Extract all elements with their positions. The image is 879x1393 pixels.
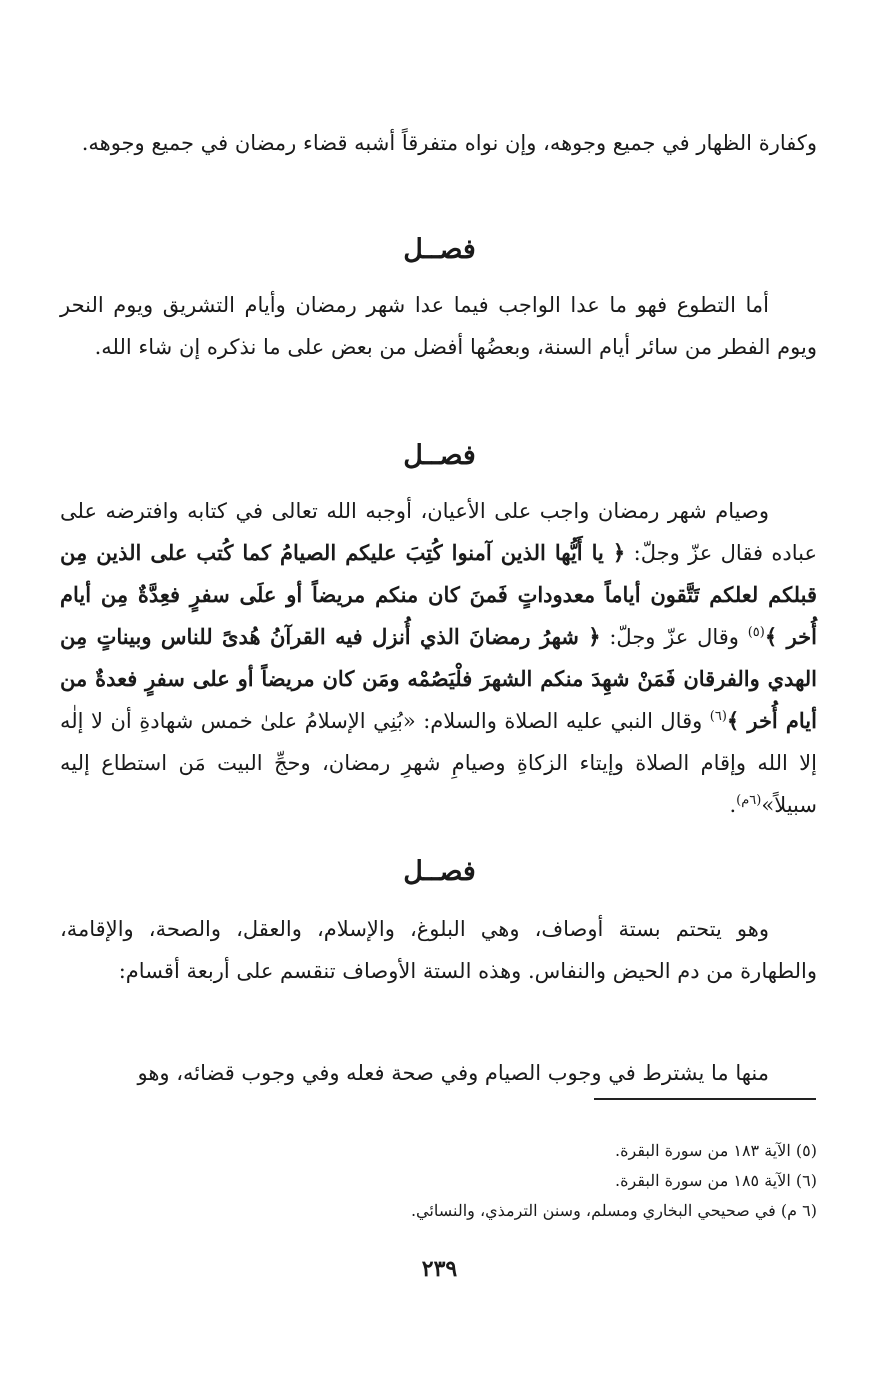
text-run: وقال النبي عليه الصلاة والسلام: «بُنِي الإسلامُ علىٰ خمس شهادةِ أن لا إلٰه إلا الله وإقام الصلاة وإيتاء الزكاةِ وصيامِ شهرِ رمضان، وحجِّ البيت مَن استطاع إليه سبيلاً» xyxy=(60,709,817,817)
paragraph-conditions xyxy=(60,908,817,992)
footnote-ref: (٦) xyxy=(709,709,727,724)
footnote-ref: (٥) xyxy=(747,625,765,640)
footnote-ref: (٦م) xyxy=(736,793,762,808)
footnotes xyxy=(60,1136,817,1226)
paragraph-text: منها ما يشترط في وجوب الصيام وفي صحة فعله وفي وجوب قضائه، وهو xyxy=(137,1061,769,1085)
paragraph-tatawwu xyxy=(60,284,817,368)
paragraph-text: وكفارة الظهار في جميع وجوهه، وإن نواه متفرقاً أشبه قضاء رمضان في جميع وجوهه. xyxy=(81,131,817,155)
footnote-6m: (٦ م) في صحيحي البخاري ومسلم، وسنن الترمذي، والنسائي. xyxy=(410,1201,817,1220)
section-heading-1: فصــل xyxy=(403,234,476,265)
footnote-6: (٦) الآية ١٨٥ من سورة البقرة. xyxy=(615,1171,817,1190)
paragraph-text: وهو يتحتم بستة أوصاف، وهي البلوغ، والإسلام، والعقل، والصحة، والإقامة، والطهارة من دم الحيض والنفاس. وهذه الستة الأوصاف تنقسم على أربعة أقسام: xyxy=(60,917,817,983)
text-run: وقال عزّ وجلّ: xyxy=(600,625,748,649)
footnote-5: (٥) الآية ١٨٣ من سورة البقرة. xyxy=(615,1141,817,1160)
quran-verse: ﴿ يا أَيُّها الذين آمنوا كُتِبَ عليكم الصيامُ كما كُتب على الذين مِن قبلكم لعلكم تَتَّقون أياماً معدوداتٍ فَمنَ كان منكم مريضاً أو علَى سفرٍ فعِدَّةٌ مِن أيام أُخر ﴾ xyxy=(60,540,817,649)
paragraph-text xyxy=(60,490,817,826)
paragraph-text: أما التطوع فهو ما عدا الواجب فيما عدا شهر رمضان وأيام التشريق ويوم النحر ويوم الفطر من سائر أيام السنة، وبعضُها أفضل من بعض على ما نذكره إن شاء الله. xyxy=(60,293,817,359)
paragraph-first-category xyxy=(60,1052,817,1094)
section-heading-2: فصــل xyxy=(403,440,476,471)
page-number: ٢٣٩ xyxy=(421,1256,458,1282)
section-heading-3: فصــل xyxy=(403,856,476,887)
paragraph-zihar xyxy=(60,122,817,164)
footnote-divider xyxy=(594,1098,816,1100)
quran-verse: ﴿ شهرُ رمضانَ الذي أُنزل فيه القرآنُ هُدىً للناس وبيناتٍ مِن الهدي والفرقان فَمَنْ شهِدَ منكم الشهرَ فلْيَصُمْه ومَن كان مريضاً أو على سفرٍ فعدةٌ من أيام أُخر ﴾ xyxy=(60,624,817,733)
text-run: . xyxy=(729,793,737,817)
text-run: وصيام شهر رمضان واجب على الأعيان، أوجبه الله تعالى في كتابه وافترضه على عباده فقال عزّ وجلّ: xyxy=(60,499,818,565)
paragraph-ramadan xyxy=(60,490,817,826)
